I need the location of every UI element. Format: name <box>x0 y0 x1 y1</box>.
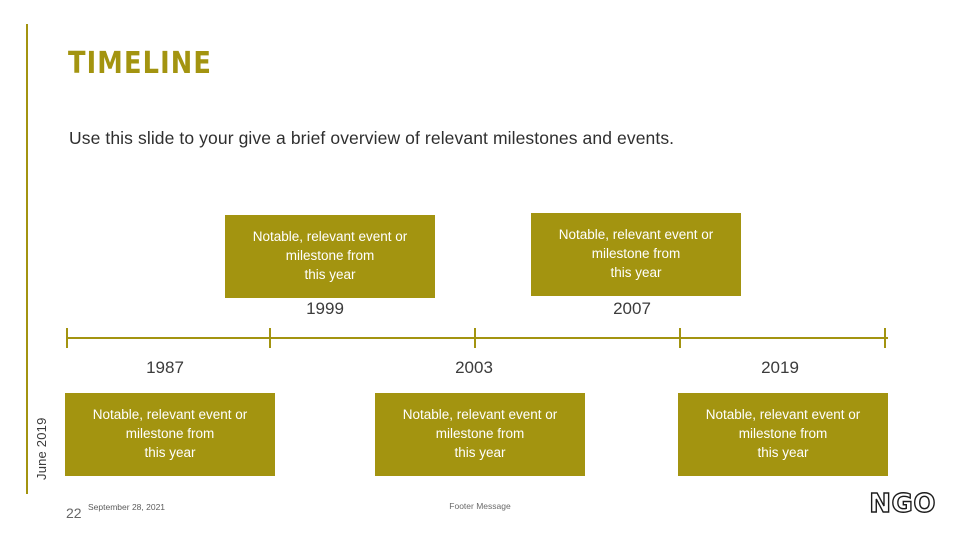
event-line-2: milestone from <box>738 426 828 441</box>
timeline-event-card[interactable] <box>678 393 888 476</box>
timeline-tick <box>66 328 68 348</box>
side-date-label: June 2019 <box>34 417 49 480</box>
timeline-event-card[interactable] <box>225 215 435 298</box>
event-line-1: Notable, relevant event or <box>705 407 861 422</box>
event-line-2: milestone from <box>125 426 215 441</box>
page-number: 22 <box>66 505 82 521</box>
footer-date: September 28, 2021 <box>88 502 166 512</box>
timeline-event-card[interactable] <box>65 393 275 476</box>
timeline-tick <box>474 328 476 348</box>
event-line-2: milestone from <box>591 246 681 261</box>
event-line-3: this year <box>304 267 356 282</box>
event-line-1: Notable, relevant event or <box>92 407 248 422</box>
event-line-3: this year <box>144 445 196 460</box>
event-line-3: this year <box>454 445 506 460</box>
timeline-year-1987: 1987 <box>146 358 184 377</box>
timeline-year-2019: 2019 <box>761 358 799 377</box>
ngo-logo: NGO <box>869 489 936 519</box>
timeline-axis <box>66 337 888 339</box>
event-line-3: this year <box>757 445 809 460</box>
page-title: TIMELINE <box>68 46 213 81</box>
timeline-year-2003: 2003 <box>455 358 493 377</box>
event-line-3: this year <box>610 265 662 280</box>
timeline-tick <box>679 328 681 348</box>
timeline-event-card[interactable] <box>531 213 741 296</box>
event-line-1: Notable, relevant event or <box>252 229 408 244</box>
timeline-tick <box>884 328 886 348</box>
event-line-2: milestone from <box>285 248 375 263</box>
timeline-year-1999: 1999 <box>306 299 344 318</box>
event-line-2: milestone from <box>435 426 525 441</box>
footer-message: Footer Message <box>449 501 511 511</box>
timeline-event-card[interactable] <box>375 393 585 476</box>
event-line-1: Notable, relevant event or <box>558 227 714 242</box>
left-accent-rule <box>26 24 28 494</box>
timeline-year-2007: 2007 <box>613 299 651 318</box>
slide-subtitle: Use this slide to your give a brief overview of relevant milestones and events. <box>69 128 675 148</box>
event-line-1: Notable, relevant event or <box>402 407 558 422</box>
timeline-tick <box>269 328 271 348</box>
